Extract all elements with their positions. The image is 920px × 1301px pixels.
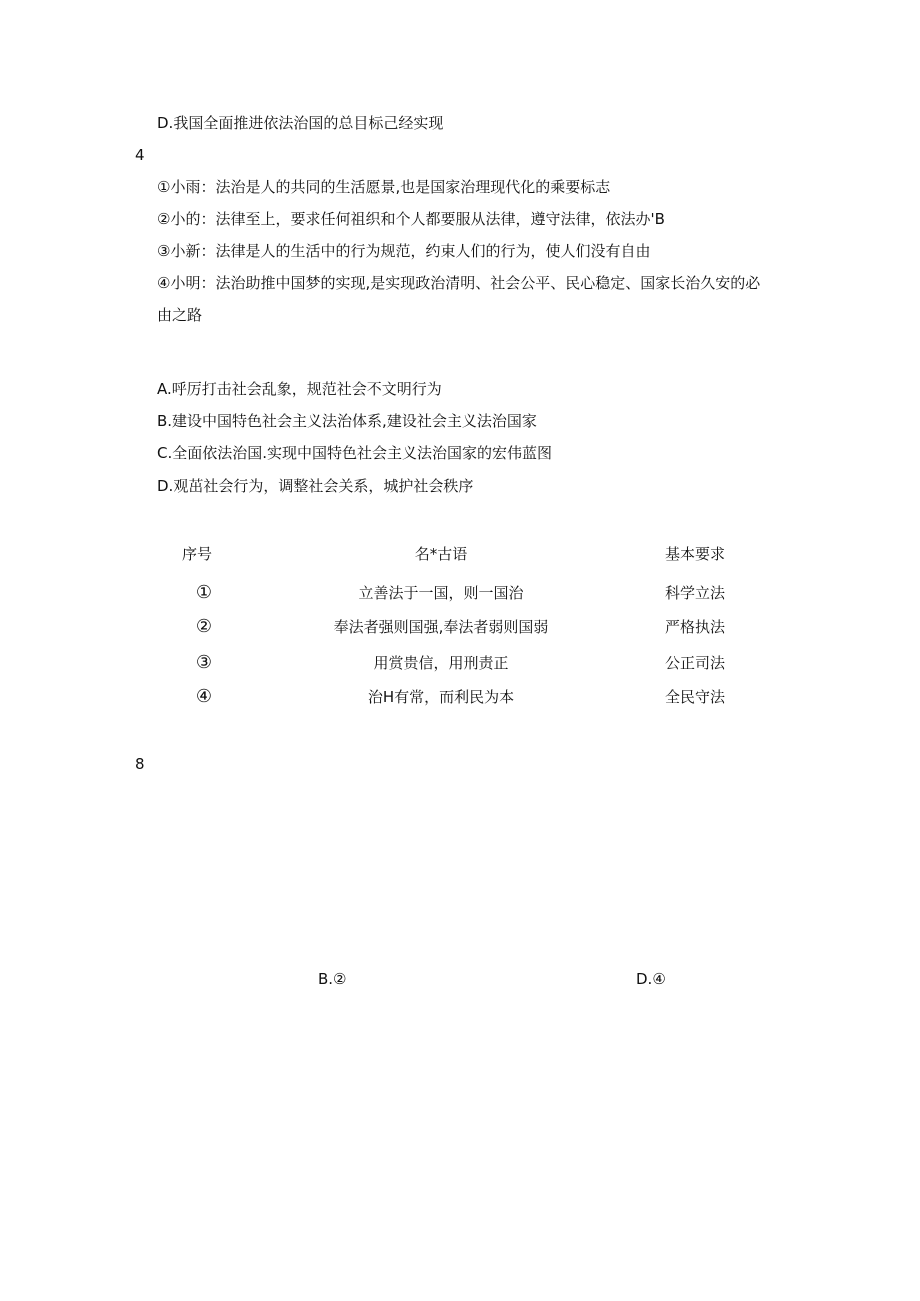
row-number: ④ <box>195 686 213 707</box>
header-requirement: 基本要求 <box>664 545 726 563</box>
row-number: ③ <box>195 652 213 673</box>
table-row <box>0 581 920 605</box>
statement-1: ①小雨：法治是人的共同的生活愿景,也是国家治理现代化的乘要标志 <box>157 178 611 196</box>
prev-option-d: D.我国全面推进依法治国的总目标己经实现 <box>157 114 444 132</box>
statement-4: ④小明：法治助推中国梦的实现,是实现政治清明、社会公平、民心稳定、国家长治久安的必 <box>157 274 761 292</box>
table-row <box>0 615 920 639</box>
row-number: ② <box>195 616 213 637</box>
table-row <box>0 685 920 709</box>
answer-option-b: B.② <box>318 970 347 988</box>
header-quote: 名*古语 <box>414 545 468 563</box>
row-requirement: 严格执法 <box>664 618 726 636</box>
row-requirement: 公正司法 <box>664 654 726 672</box>
option-a: A.呼厉打击社会乱象，规范社会不文明行为 <box>157 380 442 398</box>
row-quote: 奉法者强则国强,奉法者弱则国弱 <box>333 618 549 636</box>
table-row <box>0 651 920 675</box>
header-number: 序号 <box>181 545 213 563</box>
statement-3: ③小新：法律是人的生活中的行为规范，约束人们的行为，使人们没有自由 <box>157 242 651 260</box>
question-number: 4 <box>135 146 145 164</box>
row-quote: 治H有常，而利民为本 <box>367 688 515 706</box>
row-quote: 用赏贵信，用刑责正 <box>373 654 509 672</box>
statement-2: ②小的：法律至上，要求任何祖织和个人都要服从法律，遵守法律，依法办'B <box>157 210 665 228</box>
row-requirement: 全民守法 <box>664 688 726 706</box>
statement-4-continued: 由之路 <box>157 306 203 324</box>
row-quote: 立善法于一国，则一国治 <box>358 584 524 602</box>
question-number: 8 <box>135 755 145 773</box>
option-c: C.全面依法治国.实现中国特色社会主义法治国家的宏伟蓝图 <box>157 444 553 462</box>
table-header-row <box>0 542 920 566</box>
row-number: ① <box>195 582 213 603</box>
option-d: D.观茁社会行为，调整社会关系，城护社会秩序 <box>157 477 474 495</box>
row-requirement: 科学立法 <box>664 584 726 602</box>
answer-option-d: D.④ <box>636 970 666 988</box>
option-b: B.建设中国特色社会主义法治体系,建设社会主义法治国家 <box>157 412 537 430</box>
